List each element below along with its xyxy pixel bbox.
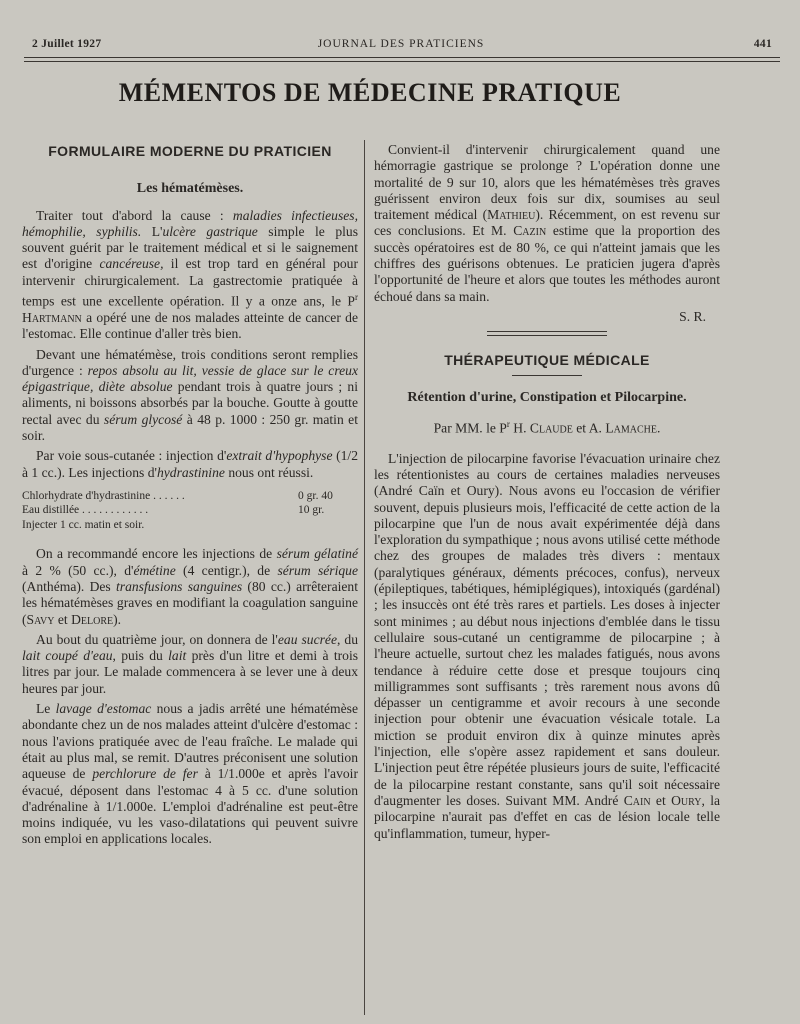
text-run: lavage d'estomac [55,701,152,717]
text-run: (4 centigr.), de [175,562,278,578]
text-run: à 1/1.000e et après l'avoir évacué, déposent dans l'estomac 4 à 5 cc. d'une solution d'adrénaline à 1/1.000e. L'emploi d'adrénaline est peut-être moins indiquée, vu les vaso-dilatations qui peuvent suivre son emploi en applications locales. [22,766,358,847]
text-run: eau sucrée [277,631,337,647]
text-run: perchlorure de fer [92,766,198,782]
ingredient-quantity: 0 gr. 40 [298,489,333,502]
text-run: L'injection de pilocarpine favorise l'évacuation urinaire chez les rétentionistes au cours de certaines maladies nerveuses (André Caïn et Oury). Nous avons eu l'occasion de vérifier souvent, depuis plusieurs mois, l'efficacité de cette action de la pilocarpine que l'un de nous avait expérimentée déjà dans l'exploration du sympathique ; nous avons utilisé cette méthode chez des groupes de malades très divers : mentaux (paralytiques généraux, déments précoces, confus), nerveux (épileptiques, tabétiques, hémiplégiques), intoxiqués (gardénal) ; les insuccès ont été très rares et partiels. Les doses à injecter sont minimes ; au début nous injections d'emblée dans le tissu cellulaire sous-cutané un centigramme de pilocarpine ; à l'heure actuelle, surtout chez les malades fatigués, nous avons tendance à réduire cette dose et presque toujours cinq milligrammes sont suffisants ; très rarement nous avons dû dépasser un centigramme et avoir recours à une seconde injection pour obtenir une évacuation vésicale totale. La miction se produit environ dix à quinze minutes après l'injection, elle s'opère assez rapidement et sans douleur. L'injection peut être répétée plusieurs jours de suite, l'efficacité de la pilocarpine restant constante, sans qu'il soit nécessaire d'augmenter les doses. Suivant MM. André [374,450,720,808]
prescription-line [22,503,358,518]
text-run: H. [509,420,530,436]
header-rule [24,57,780,58]
paragraph-injections [22,546,358,627]
author-name: Cain [623,792,651,808]
text-run: Traiter tout d'abord la cause : [36,207,233,223]
text-run: près d'un litre et demi à trois litres par jour. Le malade commencera à se lever une à deux heures par jour. [22,648,359,696]
text-run: L' [141,223,163,239]
section-divider [487,331,607,332]
text-run: lait coupé d'eau [22,648,113,664]
text-run: On a recommandé encore les injections de [36,546,277,562]
author-name: Mathieu [487,207,536,223]
prescription-block [22,489,358,533]
text-run: à 48 p. 1000 : 250 gr. matin et soir. [22,411,358,443]
page-title: MÉMENTOS DE MÉDECINE PRATIQUE [118,78,622,107]
section-title-underline [512,375,582,376]
right-column [374,142,720,846]
page-number: 441 [753,38,772,50]
header-rule-thin [24,61,780,62]
prescription-instruction: Injecter 1 cc. matin et soir. [22,518,145,531]
paragraph-lavage [22,701,358,848]
text-run: , du [337,631,358,647]
author-name: Savy [26,611,55,627]
column-divider [364,140,365,1015]
author-name: Hartmann [22,309,82,325]
paragraph-urgence [22,347,358,445]
text-run: maladies infectieuses, hémophilie, syphilis. [22,207,358,239]
author-name: Claude [529,420,573,436]
section-title-formulaire: FORMULAIRE MODERNE DU PRATICIEN [48,143,332,159]
section-divider-thin [487,335,607,336]
text-run: et [54,611,72,627]
issue-date: 2 Juillet 1927 [32,38,102,50]
text-run: . [656,420,661,436]
text-run: lait [168,648,187,664]
ingredient-name: Eau distillée . . . . . . . . . . . . [22,504,149,517]
text-run: nous ont réussi. [224,464,314,480]
text-run: r [355,292,358,303]
author-name: Cazin [513,223,547,239]
text-run: sérum sérique [277,562,358,578]
text-run: (80 cc.) arrêteraient les hématémèses graves en modifiant la coagulation sanguine ( [22,578,358,627]
text-run: sérum gélatiné [276,546,358,562]
text-run: r [506,418,510,429]
author-signature: S. R. [679,308,706,324]
text-run: extrait d'hypophyse [226,448,333,464]
text-run: a opéré une de nos malades atteinte de cancer de l'estomac. Elle continue d'aller très bien. [22,309,358,342]
text-run: sérum glycosé [103,411,183,427]
text-run: ). [113,611,122,627]
text-run: Par voie sous-cutanée : injection d' [36,448,227,464]
text-run: Le [36,701,56,717]
text-run: et A. [572,420,606,436]
text-run: ulcère gastrique [162,223,258,239]
text-run: émétine [133,562,176,578]
paragraph-sous-cutanee [22,448,358,481]
journal-name: JOURNAL DES PRATICIENS [317,38,485,50]
author-name: Delore [71,611,114,627]
left-column [22,142,358,852]
ingredient-quantity: 10 gr. [298,504,325,517]
text-run: repos absolu au lit, vessie de glace sur le creux épigastrique, diète absolue [22,362,358,395]
text-run: ). Récemment, on est revenu sur ces conclusions. Et M. [374,207,720,239]
ingredient-name: Chlorhydrate d'hydrastinine . . . . . . [22,489,185,502]
article-subtitle-hematemeses: Les hématémèses. [136,181,244,197]
article-title-pilocarpine: Rétention d'urine, Constipation et Pilocarpine. [407,389,687,405]
text-run: simple le plus souvent guérit par le traitement médical et si le saignement est d'origine [22,223,358,272]
paragraph-pilocarpine [374,451,720,842]
text-run: , la pilocarpine n'aurait pas d'effet en cas de lésion locale telle qu'inflammation, tumeur, hyper- [374,792,721,841]
text-run: transfusions sanguines [116,578,243,594]
paragraph-quatrieme-jour [22,632,358,697]
author-name: Oury [671,792,702,808]
text-run: il est trop tard en général pour intervenir chirurgicalement. La gastrectomie pratiquée à temps est une excellente opération. Il y a onze ans, le P [22,256,358,309]
text-run: (Anthéma). Des [22,578,116,594]
text-run: Devant une hématémèse, trois conditions seront remplies d'urgence : [22,346,358,378]
text-run: Par MM. le P [433,420,507,436]
text-run: (1/2 à 1 cc.). Les injections d' [22,448,358,480]
text-run: cancéreuse, [99,256,164,272]
text-run: hydrastinine [156,464,225,480]
text-run: estime que la proportion des succès opératoires est de 80 %, ce qui n'atteint jamais que les chiffres des guérisons obtenues. Le praticien jugera d'après l'opportunité de l'heure et alors que toutes les méthodes auront échoué dans sa main. [374,223,720,304]
article-byline [374,416,720,437]
text-run: Au bout du quatrième jour, on donnera de l' [36,631,278,647]
author-name: Lamache [605,420,657,436]
text-run: pendant trois à quatre jours ; ni aliments, ni boissons absorbés par la bouche. Goutte à goutte rectal avec du [22,379,358,427]
section-title-therapeutique: THÉRAPEUTIQUE MÉDICALE [444,352,650,369]
running-header [24,38,778,56]
text-run: Convient-il d'intervenir chirurgicalement quand une hémorragie gastrique se prolonge ? L'opération donne une mortalité de 9 sur 10, alors que les hématémèses très graves guérissent environ deux fois sur dix, soumises au seul traitement médical ( [374,142,720,223]
text-run: et [650,792,672,808]
text-run: , puis du [112,648,169,664]
paragraph-chirurgie [374,142,720,305]
text-run: à 2 % (50 cc.), d' [22,562,134,578]
text-run: nous a jadis arrêté une hématémèse abondante chez un de nos malades atteint d'ulcère d'estomac : nous l'avions pratiquée avec de l'eau fraîche. Le malade qui était au plus mal, se remit. D'autres préconisent une solution aqueuse de [22,701,358,782]
prescription-line [22,489,358,504]
paragraph-cause [22,208,358,343]
